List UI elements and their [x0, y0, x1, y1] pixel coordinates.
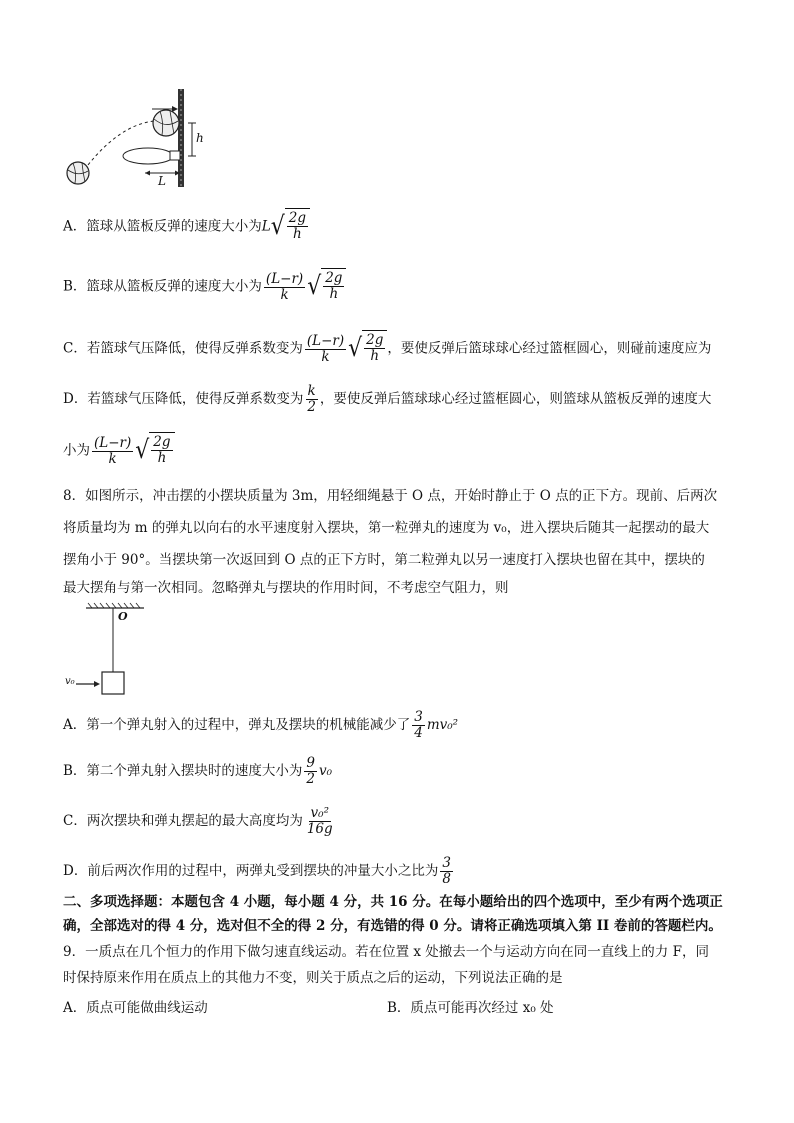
pendulum-figure [62, 602, 162, 698]
q7-option-c: C．若篮球气压降低，使得反弹系数变为 $\frac{(L-r)}{k}$ √ $\frac{2g}{h}$ ，要使反弹后篮球球心经过篮框圆心，则碰前速度应为 [63, 330, 711, 368]
hoop-rim [123, 148, 173, 164]
q9-option-a: A．质点可能做曲线运动 [63, 1000, 208, 1016]
q9-option-b: B．质点可能再次经过 x₀ 处 [387, 1000, 554, 1016]
pendulum-diagram [62, 602, 162, 698]
q7-option-d: D．若篮球气压降低，使得反弹系数变为 $\frac{k}{2}$ ，要使反弹后篮球球心经过篮框圆心，则篮球从篮板反弹的速度大 [63, 383, 712, 415]
q8-line4: 最大摆角与第一次相同。忽略弹丸与摆块的作用时间，不考虑空气阻力，则 [63, 580, 509, 596]
q8-option-b: B．第二个弹丸射入摆块时的速度大小为 $\frac{9}{2}$ v₀ [63, 755, 333, 787]
q9-line1: 9．一质点在几个恒力的作用下做匀速直线运动。若在位置 x 处撤去一个与运动方向在同一直线上的力 F，同 [63, 944, 709, 960]
q8-option-c: C．两次摆块和弹丸摆起的最大高度均为 $\frac{\text{v₀²}}{16g}$ [63, 805, 333, 837]
label-h: h [196, 131, 204, 145]
q8-option-a: A．第一个弹丸射入的过程中，弹丸及摆块的机械能减少了 $\frac{3}{4}$ mv₀² [63, 709, 459, 741]
pendulum-block [102, 672, 124, 694]
ball-thrown [67, 162, 89, 184]
q8-line1: 8．如图所示，冲击摆的小摆块质量为 3m，用轻细绳悬于 O 点，开始时静止于 O 点的正下方。现前、后两次 [63, 488, 718, 504]
q7-option-d-line2: 小为 $\frac{(L-r)}{k}$ √ $\frac{2g}{h}$ [63, 432, 175, 470]
q8-line2: 将质量均为 m 的弹丸以向右的水平速度射入摆块，第一粒弹丸的速度为 v₀，进入摆块后随其一起摆动的最大 [63, 520, 710, 536]
q7-option-a: A．篮球从篮板反弹的速度大小为L √ $\frac{2g}{h}$ [63, 208, 310, 246]
q8-line3: 摆角小于 90°。当摆块第一次返回到 O 点的正下方时，第二粒弹丸以另一速度打入摆块也留在其中，摆块的 [63, 552, 705, 568]
label-O: O [118, 610, 128, 623]
backboard [178, 89, 184, 187]
q9-line2: 时保持原来作用在质点上的其他力不变，则关于质点之后的运动，下列说法正确的是 [63, 970, 563, 986]
basketball-figure [60, 85, 220, 191]
label-v0: v₀ [65, 676, 75, 687]
label-L: L [158, 174, 166, 188]
q8-option-d: D．前后两次作用的过程中，两弹丸受到摆块的冲量大小之比为 $\frac{3}{8}$ [63, 855, 451, 887]
section2-line1: 二、多项选择题：本题包含 4 小题，每小题 4 分，共 16 分。在每小题给出的四个选项中，至少有两个选项正 [63, 894, 723, 910]
q7-option-b: B．篮球从篮板反弹的速度大小为 $\frac{(L-r)}{k}$ √ $\frac{2g}{h}$ [63, 268, 346, 306]
section2-line2: 确，全部选对的得 4 分，选对但不全的得 2 分，有选错的得 0 分。请将正确选项填入第 II 卷前的答题栏内。 [63, 918, 722, 934]
